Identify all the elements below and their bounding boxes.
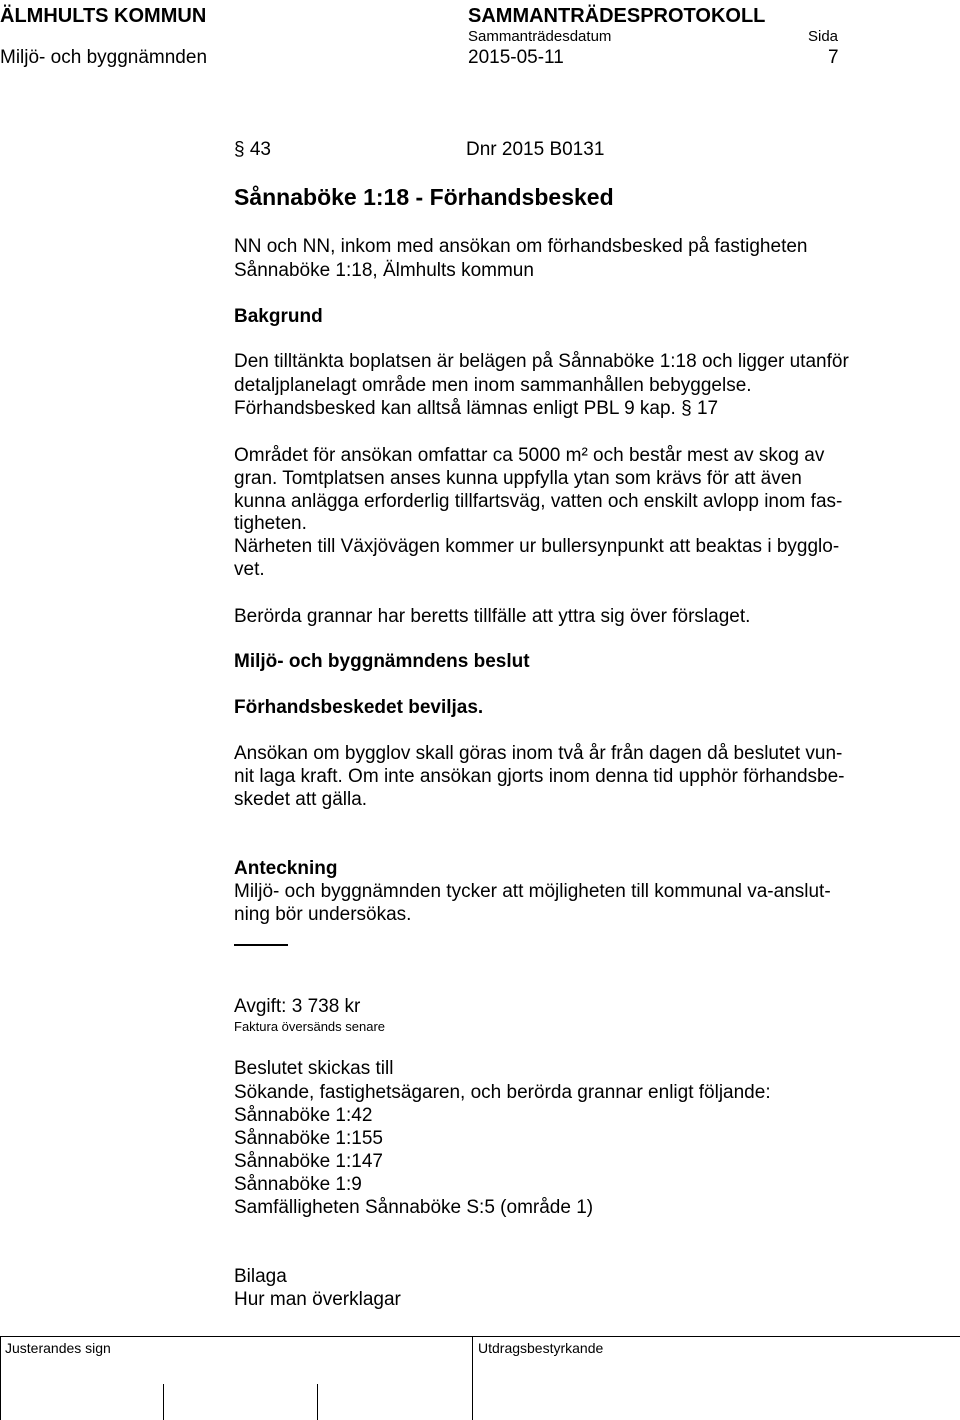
meeting-date: 2015-05-11 — [468, 47, 564, 68]
note-heading: Anteckning — [234, 858, 338, 879]
background-heading: Bakgrund — [234, 306, 323, 327]
paragraph-number: § 43 — [234, 139, 271, 160]
recipient-item: Sånnaböke 1:42 — [234, 1105, 373, 1126]
background-line: Den tilltänkta boplatsen är belägen på Sånnaböke 1:18 och ligger utanför — [234, 351, 849, 372]
background-line: tigheten. — [234, 513, 307, 534]
recipient-item: Sånnaböke 1:155 — [234, 1128, 383, 1149]
page-label: Sida — [808, 28, 839, 45]
recipient-item: Sånnaböke 1:9 — [234, 1174, 362, 1195]
background-line: vet. — [234, 559, 265, 580]
fee-amount: Avgift: 3 738 kr — [234, 996, 361, 1017]
signature-label: Justerandes sign — [5, 1340, 111, 1356]
distribution-heading: Beslutet skickas till — [234, 1058, 394, 1079]
decision-heading: Miljö- och byggnämndens beslut — [234, 651, 530, 672]
background-line: gran. Tomtplatsen anses kunna uppfylla ytan som krävs för att även — [234, 468, 802, 489]
committee-name: Miljö- och byggnämnden — [0, 47, 208, 68]
note-line: Miljö- och byggnämnden tycker att möjligheten till kommunal va-anslut- — [234, 881, 831, 902]
background-line: Närheten till Växjövägen kommer ur bullersynpunkt att beaktas i bygglo- — [234, 536, 840, 557]
background-line: Förhandsbesked kan alltså lämnas enligt PBL 9 kap. § 17 — [234, 398, 719, 419]
decision-line: Ansökan om bygglov skall göras inom två år från dagen då beslutet vun- — [234, 743, 843, 764]
document-type: SAMMANTRÄDESPROTOKOLL — [468, 5, 766, 27]
meeting-date-label: Sammanträdesdatum — [468, 28, 612, 45]
item-title: Sånnaböke 1:18 - Förhandsbesked — [234, 184, 614, 210]
intro-line: NN och NN, inkom med ansökan om förhandsbesked på fastigheten — [234, 236, 808, 257]
decision-line: nit laga kraft. Om inte ansökan gjorts inom denna tid upphör förhandsbe- — [234, 766, 845, 787]
distribution-intro: Sökande, fastighetsägaren, och berörda grannar enligt följande: — [234, 1082, 771, 1103]
note-line: ning bör undersökas. — [234, 904, 412, 925]
neighbours-line: Berörda grannar har beretts tillfälle att yttra sig över förslaget. — [234, 606, 751, 627]
signature-box-line — [317, 1384, 318, 1420]
recipient-item: Samfälligheten Sånnaböke S:5 (område 1) — [234, 1197, 594, 1218]
decision-line: skedet att gälla. — [234, 789, 368, 810]
footer-left-line — [0, 1336, 1, 1420]
attachment-item: Hur man överklagar — [234, 1289, 401, 1310]
signature-box-line — [163, 1384, 164, 1420]
municipality-name: ÄLMHULTS KOMMUN — [0, 5, 207, 27]
background-line: detaljplanelagt område men inom sammanhållen bebyggelse. — [234, 375, 752, 396]
invoice-note: Faktura översänds senare — [234, 1019, 386, 1034]
attachment-label: Bilaga — [234, 1266, 287, 1287]
background-line: kunna anlägga erforderlig tillfartsväg, vatten och enskilt avlopp inom fas- — [234, 491, 843, 512]
intro-line: Sånnaböke 1:18, Älmhults kommun — [234, 260, 534, 281]
background-line: Området för ansökan omfattar ca 5000 m² och består mest av skog av — [234, 445, 825, 466]
page-number: 7 — [828, 47, 839, 68]
footer-divider-line — [472, 1336, 473, 1420]
diary-number: Dnr 2015 B0131 — [466, 139, 605, 160]
footer-top-line — [0, 1336, 960, 1337]
recipient-item: Sånnaböke 1:147 — [234, 1151, 383, 1172]
section-divider — [234, 944, 288, 946]
extract-certification-label: Utdragsbestyrkande — [478, 1340, 604, 1356]
decision-verdict: Förhandsbeskedet beviljas. — [234, 697, 484, 718]
